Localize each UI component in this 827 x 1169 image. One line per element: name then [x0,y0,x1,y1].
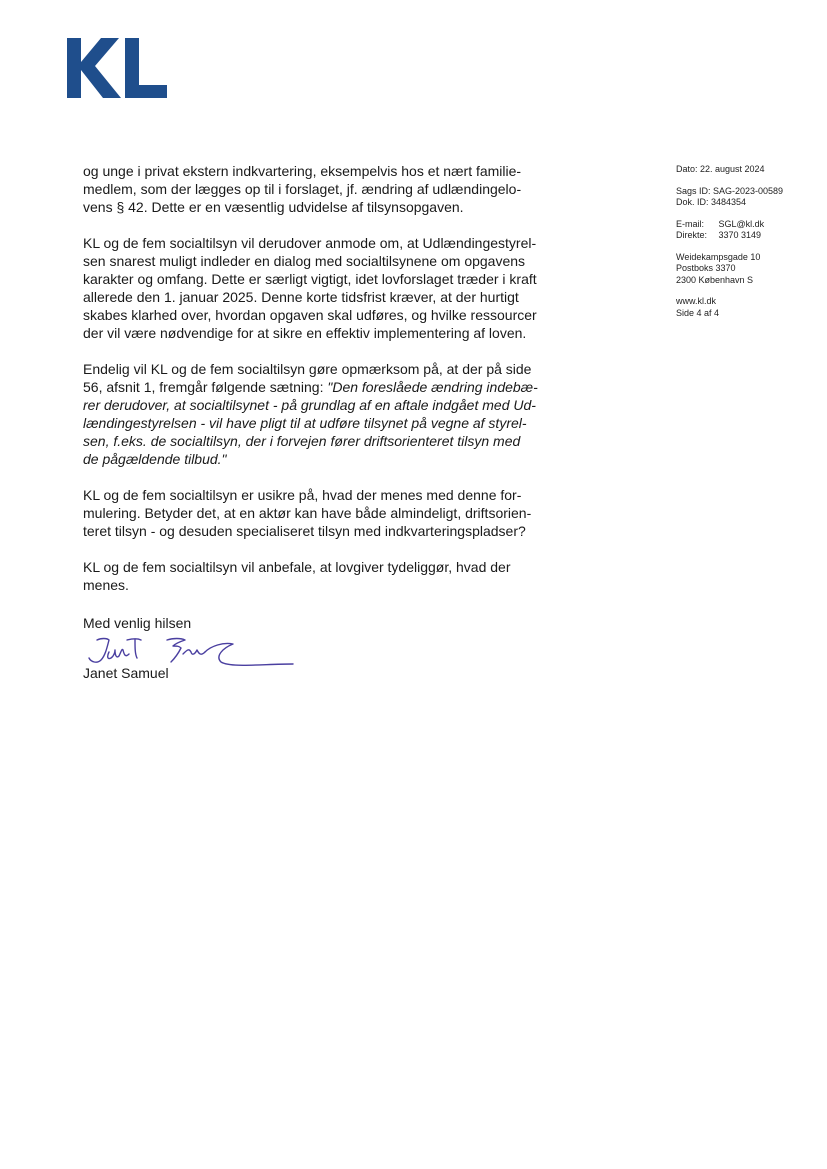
meta-address-group [676,252,816,287]
meta-direct-label: Direkte: [676,230,708,240]
meta-email-row [676,219,816,231]
closing-greeting: Med venlig hilsen [83,615,192,631]
letter-body [83,162,573,612]
meta-email-label: E-mail: [676,218,705,229]
paragraph-3-intro: Endelig vil KL og de fem socialtilsyn gøre opmærksom på, at der på side 56, afsnit 1, fremgår følgende sætning: [83,361,532,395]
meta-date: Dato: 22. august 2024 [676,164,765,174]
meta-direct-row [676,230,816,242]
kl-logo [67,38,167,98]
meta-sags-id: Sags ID: SAG-2023-00589 [676,185,784,196]
meta-dok-id: Dok. ID: 3484354 [676,197,747,207]
meta-page-number: Side 4 af 4 [676,307,720,318]
letter-meta-column [676,164,816,329]
paragraph-3-quote: "Den foreslåede ændring indebæ- rer derudover, at socialtilsynet - på grundlag af en aftale indgået med Ud- lændingestyrelsen - vil have pligt til at udføre tilsynet på vegne af styrel- sen, f.eks. de socialtilsyn, der i forvejen fører driftsorienteret tilsyn med de pågældende tilbud." [83,379,538,467]
signer-name: Janet Samuel [83,665,169,681]
kl-logo-mark [67,38,167,98]
paragraph-4: KL og de fem socialtilsyn er usikre på, hvad der menes med denne for- mulering. Betyder det, at en aktør kan have både almindeligt, driftsorien- teret tilsyn - og desuden specialiseret tilsyn med indkvarteringspladser? [83,487,532,539]
meta-ids-group [676,186,816,209]
paragraph-2: KL og de fem socialtilsyn vil derudover anmode om, at Udlændingestyrel- sen snarest muligt indleder en dialog med socialtilsynene om opgavens karakter og omfang. Dette er særligt vigtigt, idet lovforslaget træder i kraft allerede den 1. januar 2025. Denne korte tidsfrist kræver, at der hurtigt skabes klarhed over, hvordan opgaven skal udføres, og hvilke ressourcer der vil være nødvendige for at sikre en effektiv implementering af loven. [83,235,537,341]
meta-address-3: 2300 København S [676,274,754,285]
meta-email-value[interactable]: SGL@kl.dk [718,218,765,229]
meta-web-group [676,296,816,319]
paragraph-5: KL og de fem socialtilsyn vil anbefale, at lovgiver tydeliggør, hvad der menes. [83,559,511,593]
meta-contact-group [676,219,816,242]
paragraph-3 [83,360,573,468]
meta-address-2: Postboks 3370 [676,263,736,273]
paragraph-1: og unge i privat ekstern indkvartering, eksempelvis hos et nært familie- medlem, som der lægges op til i forslaget, jf. ændring af udlændingelo- vens § 42. Dette er en væsentlig udvidelse af tilsynsopgaven. [83,163,522,215]
meta-address-1: Weidekampsgade 10 [676,251,761,262]
meta-date-group [676,164,816,176]
meta-direct-value: 3370 3149 [718,230,762,240]
meta-web-link[interactable]: www.kl.dk [676,296,717,306]
closing-block [83,614,343,682]
